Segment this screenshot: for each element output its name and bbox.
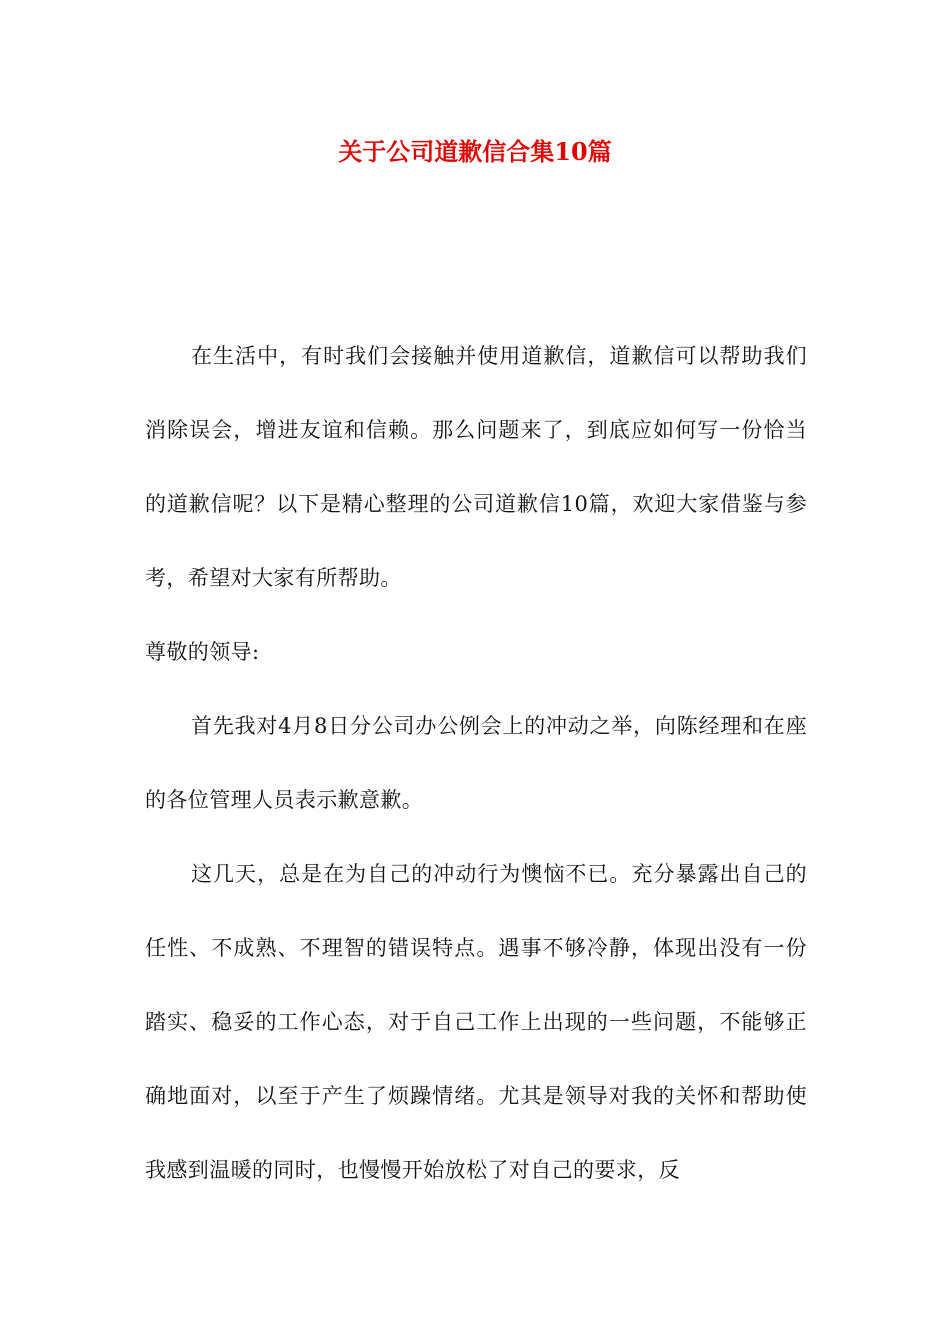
document-title: 关于公司道歉信合集10篇 bbox=[338, 137, 612, 166]
letter-paragraph-1: 首先我对4月8日分公司办公例会上的冲动之举，向陈经理和在座的各位管理人员表示歉意歉。 bbox=[145, 714, 807, 812]
document-body bbox=[145, 319, 807, 1207]
letter-paragraph-2: 这几天，总是在为自己的冲动行为懊恼不已。充分暴露出自己的任性、不成熟、不理智的错误特点。遇事不够冷静，体现出没有一份踏实、稳妥的工作心态，对于自己工作上出现的一些问题，不能够正确地面对，以至于产生了烦躁情绪。尤其是领导对我的关怀和帮助使我感到温暖的同时，也慢慢开始放松了对自己的要求，反 bbox=[145, 862, 807, 1182]
salutation: 尊敬的领导: bbox=[145, 640, 260, 664]
intro-paragraph: 在生活中，有时我们会接触并使用道歉信，道歉信可以帮助我们消除误会，增进友谊和信赖。那么问题来了，到底应如何写一份恰当的道歉信呢？以下是精心整理的公司道歉信10篇，欢迎大家借鉴与参考，希望对大家有所帮助。 bbox=[145, 344, 807, 590]
